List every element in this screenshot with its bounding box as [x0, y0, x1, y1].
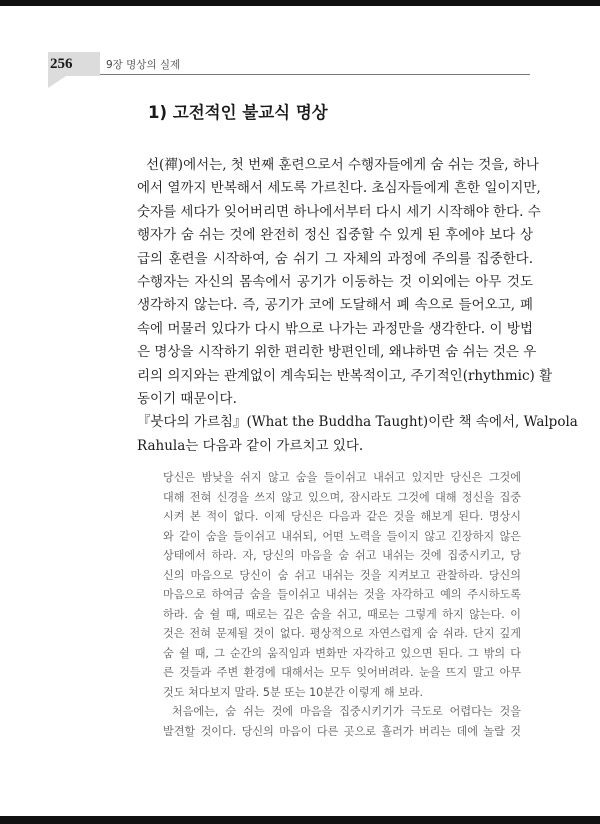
quote-line: 상태에서 하라. 자, 당신의 마음을 숨 쉬고 내쉬는 것에 집중시키고, 당 — [163, 549, 521, 562]
quote-line: 처음에는, 숨 쉬는 것에 마음을 집중시키기가 극도로 어렵다는 것을 — [172, 705, 521, 718]
section-heading: 1) 고전적인 불교식 명상 — [148, 103, 328, 122]
running-header — [48, 52, 530, 84]
body-line: 선(禪)에서는, 첫 번째 훈련으로서 수행자들에게 숨 쉬는 것을, 하나 — [146, 157, 539, 173]
quote-line: 마음으로 하여금 숨을 들이쉬고 내쉬는 것을 자각하고 예의 주시하도록 — [163, 588, 521, 601]
body-line: 숫자를 세다가 잊어버리면 하나에서부터 다시 세기 시작해야 한다. 수 — [137, 203, 541, 220]
quote-line: 신의 마음으로 당신이 숨 쉬고 내쉬는 것을 지켜보고 관찰하라. 당신의 — [163, 568, 521, 582]
quote-line: 시켜 본 적이 없다. 이제 당신은 다음과 같은 것을 해보게 된다. 명상시 — [163, 510, 521, 523]
body-line: 은 명상을 시작하기 위한 편리한 방편인데, 왜냐하면 숨 쉬는 것은 우 — [137, 344, 537, 361]
page-number-tab-corner — [48, 76, 66, 88]
quote-line: 하라. 숨 쉴 때, 때로는 깊은 숨을 쉬고, 때로는 그렇게 하지 않는다. 이 — [163, 607, 521, 621]
block-quote — [163, 468, 521, 741]
body-line: 생각하지 않는다. 즉, 공기가 코에 도달해서 폐 속으로 들어오고, 폐 — [137, 297, 533, 314]
body-text — [137, 154, 578, 458]
quote-line: 대해 전혀 신경을 쓰지 않고 있으며, 잠시라도 그것에 대해 정신을 집중 — [163, 490, 521, 504]
body-line: 수행자는 자신의 몸속에서 공기가 이동하는 것 이외에는 아무 것도 — [137, 273, 533, 290]
body-line: 에서 열까지 반복해서 세도록 가르친다. 초심자들에게 흔한 일이지만, — [137, 180, 541, 197]
body-line: 급의 훈련을 시작하여, 숨 쉬기 그 자체의 과정에 주의를 집중한다. — [137, 250, 533, 267]
body-line: 동이기 때문이다. — [137, 390, 237, 407]
top-border-bar — [0, 0, 600, 6]
page-number: 256 — [50, 56, 73, 72]
quote-line: 것은 전혀 문제될 것이 없다. 평상적으로 자연스럽게 숨 쉬라. 단지 깊게 — [163, 627, 521, 640]
body-line: Rahula는 다음과 같이 가르치고 있다. — [137, 437, 364, 454]
body-line: 『붓다의 가르침』(What the Buddha Taught)이란 책 속에서, Walpola — [137, 414, 578, 431]
quote-line: 숨 쉴 때, 그 순간의 움직임과 변화만 자각하고 있으면 된다. 그 밖의 다 — [163, 646, 521, 660]
chapter-title: 9장 명상의 실제 — [106, 59, 181, 71]
quote-line: 발견할 것이다. 당신의 마음이 다른 곳으로 흘러가 버리는 데에 놀랄 것 — [163, 724, 521, 738]
body-line: 행자가 숨 쉬는 것에 완전히 정신 집중할 수 있게 된 후에야 보다 상 — [137, 227, 533, 244]
body-line: 속에 머물러 있다가 다시 밖으로 나가는 과정만을 생각한다. 이 방법 — [137, 320, 533, 337]
quote-line: 것도 쳐다보지 말라. 5분 또는 10분간 이렇게 해 보라. — [163, 685, 424, 699]
body-line: 리의 의지와는 관계없이 계속되는 반복적이고, 주기적인(rhythmic) 활 — [137, 367, 553, 384]
header-rule — [100, 74, 530, 75]
quote-line: 른 것들과 주변 환경에 대해서는 모두 잊어버려라. 눈을 뜨지 말고 아무 — [163, 666, 521, 679]
quote-line: 와 같이 숨을 들이쉬고 내쉬되, 어떤 노력을 들이지 않고 긴장하지 않은 — [163, 529, 521, 543]
quote-line: 당신은 밤낮을 쉬지 않고 숨을 들이쉬고 내쉬고 있지만 당신은 그것에 — [163, 471, 521, 484]
bottom-border-bar — [0, 816, 600, 824]
